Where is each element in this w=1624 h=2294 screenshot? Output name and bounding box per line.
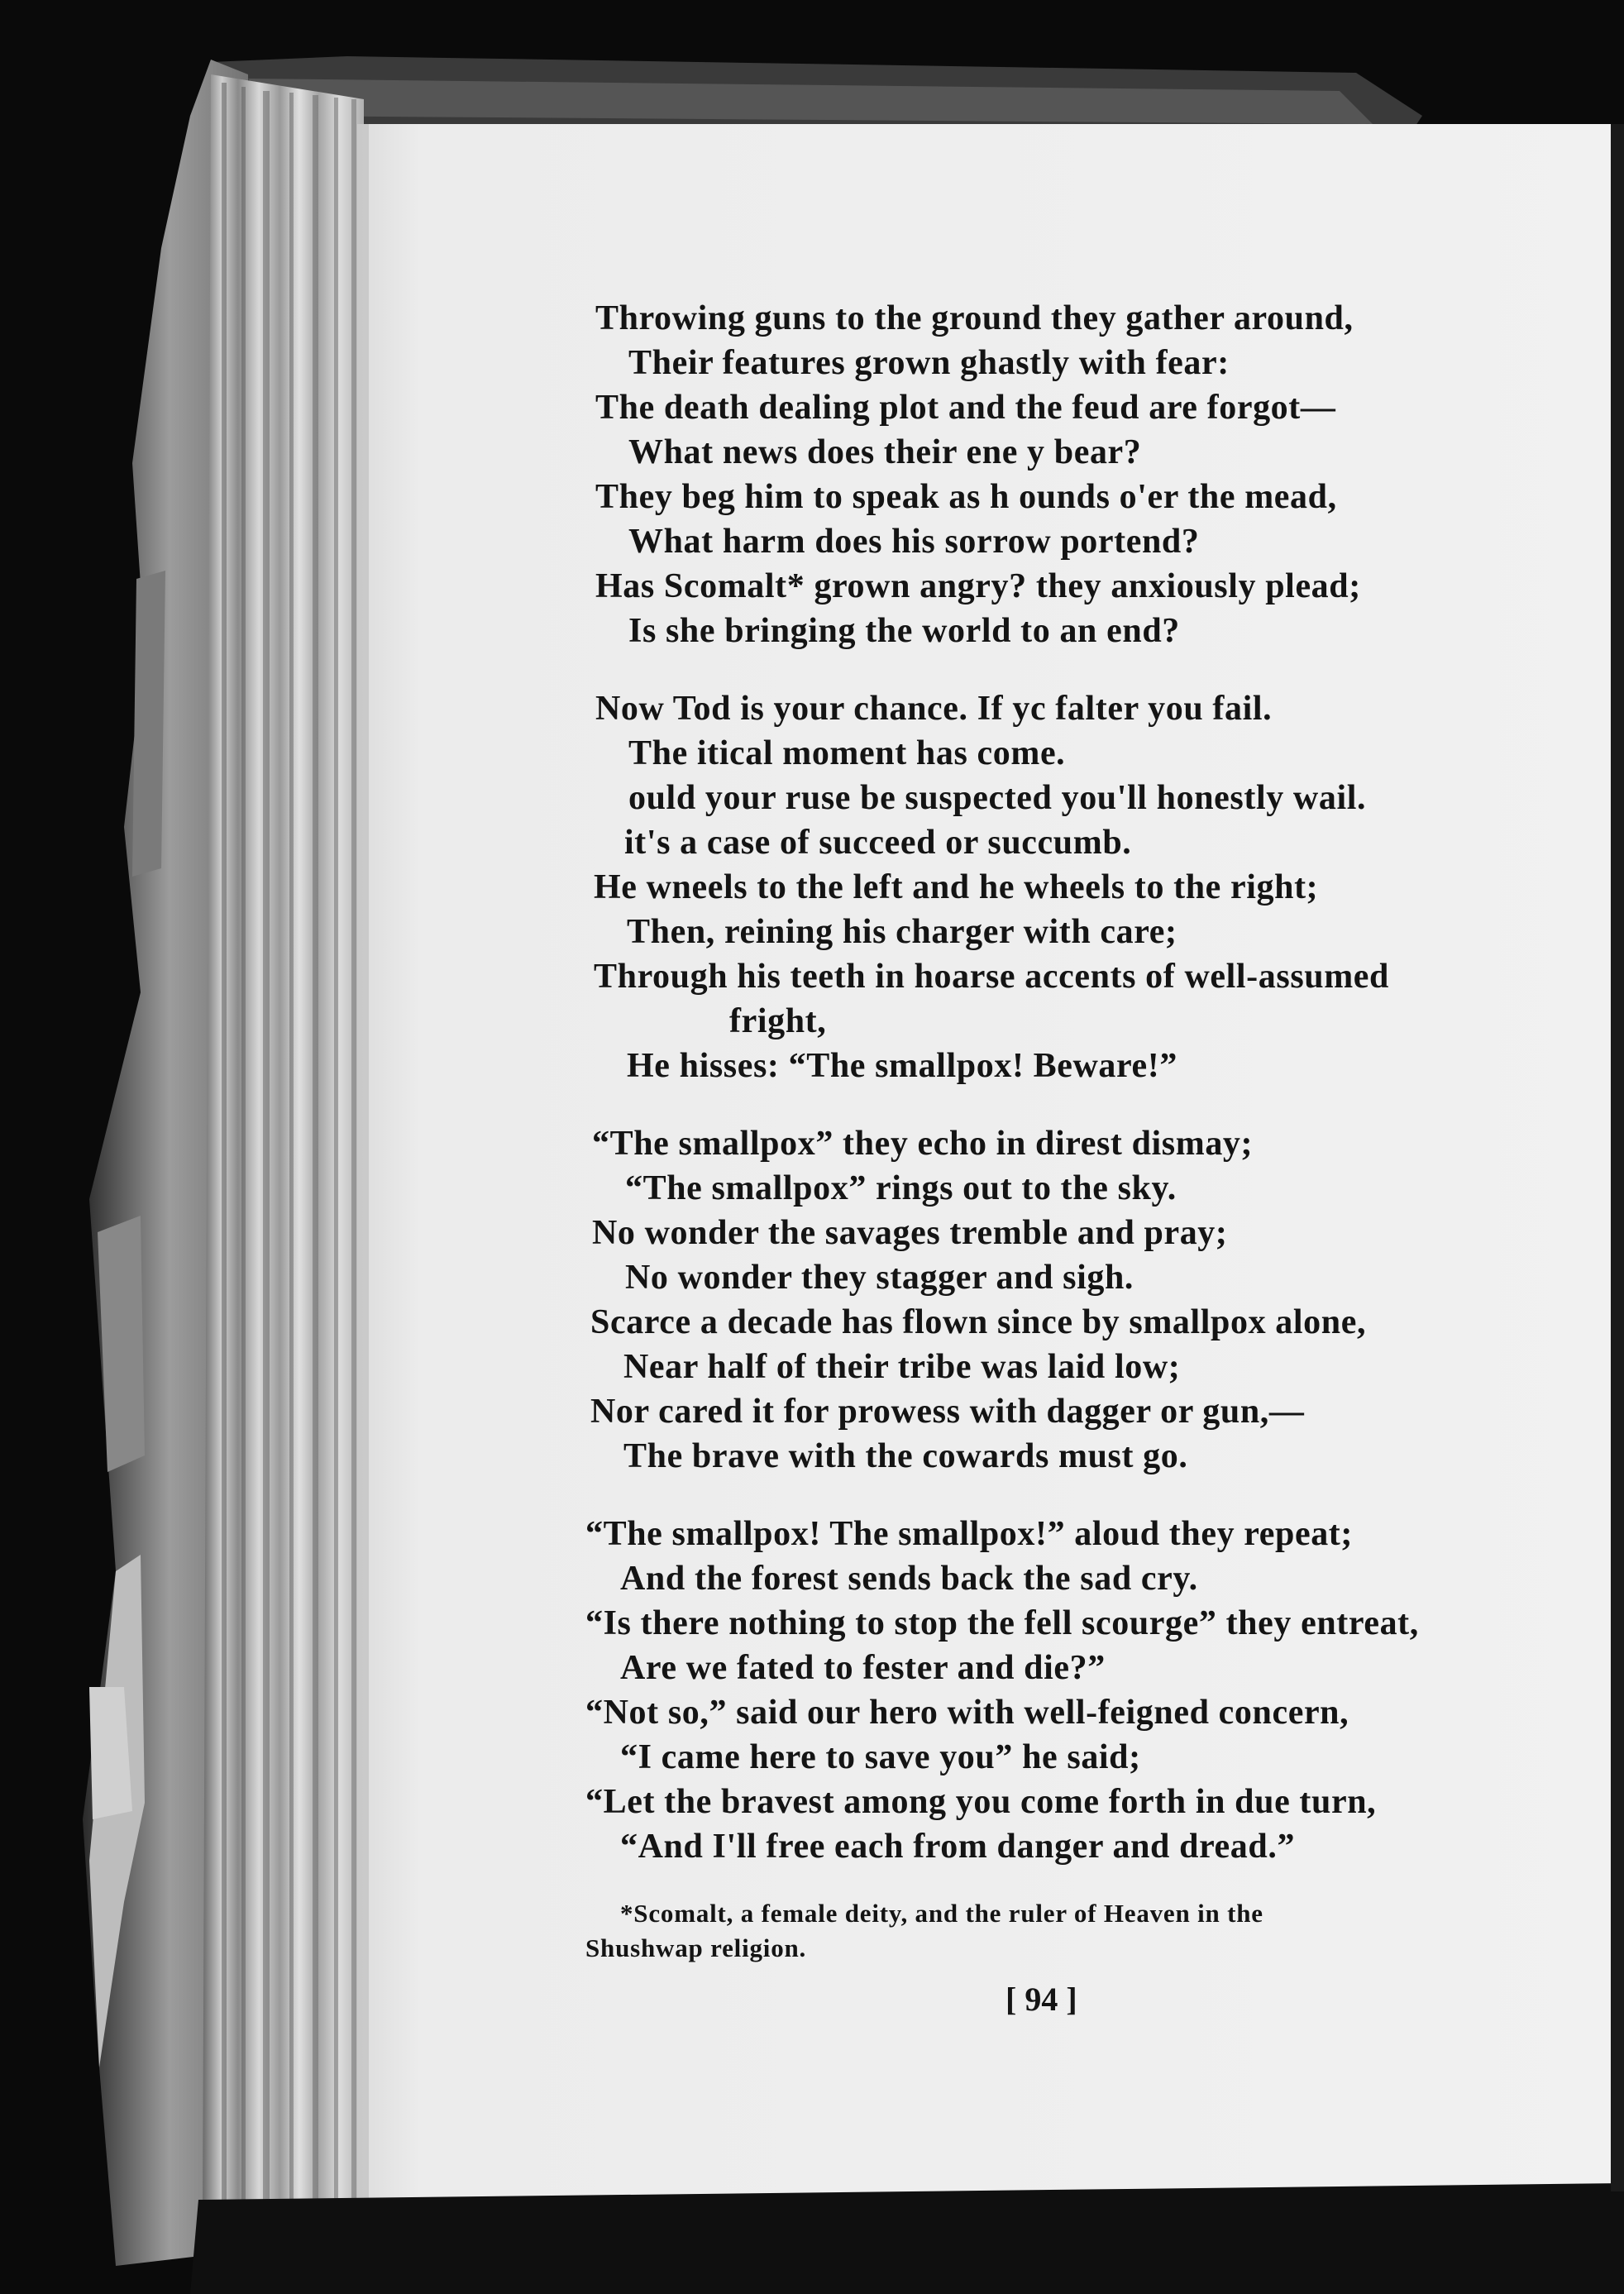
- verse-line: Scarce a decade has flown since by smallpox alone,: [590, 1303, 1367, 1341]
- verse-line: “The smallpox” they echo in direst dismay;: [592, 1125, 1254, 1163]
- verse-line: Near half of their tribe was laid low;: [623, 1348, 1181, 1386]
- verse-line: The death dealing plot and the feud are forgot—: [595, 389, 1336, 427]
- verse-line: “Not so,” said our hero with well-feigned concern,: [585, 1694, 1349, 1732]
- verse-line: What news does their ene y bear?: [628, 433, 1142, 471]
- verse-line: He wneels to the left and he wheels to the right;: [594, 868, 1319, 906]
- verse-line: it's a case of succeed or succumb.: [624, 824, 1132, 862]
- footnote-line: Shushwap religion.: [585, 1933, 807, 1962]
- verse-line: “Is there nothing to stop the fell scourge” they entreat,: [585, 1604, 1419, 1642]
- footnote-line: *Scomalt, a female deity, and the ruler of Heaven in the: [620, 1899, 1263, 1928]
- verse-line: Nor cared it for prowess with dagger or gun,—: [590, 1393, 1305, 1431]
- verse-line: And the forest sends back the sad cry.: [620, 1560, 1198, 1598]
- page-number: [ 94 ]: [1005, 1981, 1077, 2018]
- verse-line: Their features grown ghastly with fear:: [628, 344, 1230, 382]
- verse-line: The brave with the cowards must go.: [623, 1437, 1188, 1475]
- verse-line: fright,: [729, 1002, 827, 1040]
- verse-line: What harm does his sorrow portend?: [628, 523, 1200, 561]
- verse-line: They beg him to speak as h ounds o'er the mead,: [595, 478, 1337, 516]
- verse-line: No wonder they stagger and sigh.: [625, 1259, 1134, 1297]
- verse-line: Are we fated to fester and die?”: [620, 1649, 1106, 1687]
- verse-line: Through his teeth in hoarse accents of well-assumed: [594, 958, 1390, 996]
- verse-line: The itical moment has come.: [628, 734, 1066, 772]
- verse-line: “The smallpox! The smallpox!” aloud they repeat;: [585, 1515, 1353, 1553]
- verse-line: Has Scomalt* grown angry? they anxiously plead;: [595, 567, 1361, 605]
- verse-line: Is she bringing the world to an end?: [628, 612, 1180, 650]
- verse-line: Then, reining his charger with care;: [627, 913, 1177, 951]
- verse-line: “Let the bravest among you come forth in due turn,: [585, 1783, 1377, 1821]
- verse-line: ould your ruse be suspected you'll honestly wail.: [628, 779, 1367, 817]
- verse-line: Throwing guns to the ground they gather around,: [595, 299, 1354, 337]
- verse-line: “The smallpox” rings out to the sky.: [625, 1169, 1177, 1207]
- verse-line: Now Tod is your chance. If yc falter you fail.: [595, 690, 1273, 728]
- verse-line: He hisses: “The smallpox! Beware!”: [627, 1047, 1177, 1085]
- verse-line: No wonder the savages tremble and pray;: [592, 1214, 1228, 1252]
- verse-line: “I came here to save you” he said;: [620, 1738, 1141, 1776]
- verse-line: “And I'll free each from danger and dread.”: [620, 1828, 1296, 1866]
